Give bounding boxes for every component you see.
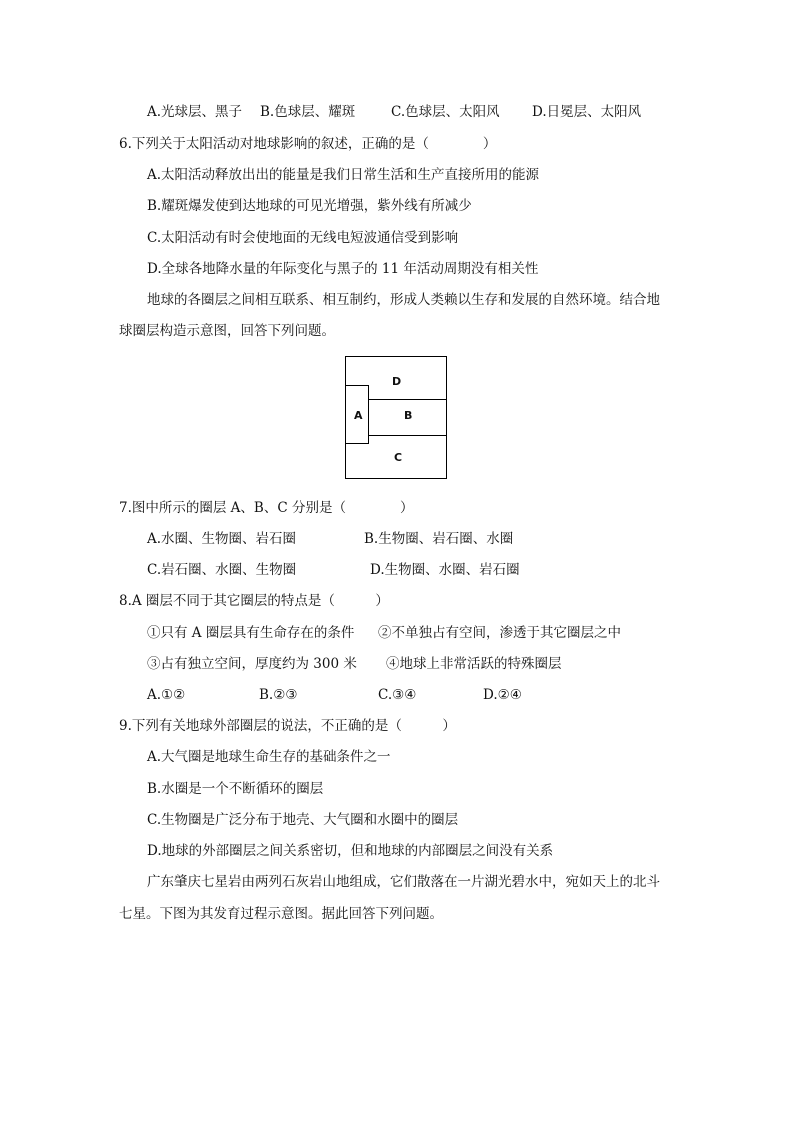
q5-option-b: B.色球层、耀斑 bbox=[260, 104, 356, 120]
q6-option-c: C.太阳活动有时会使地面的无线电短波通信受到影响 bbox=[147, 230, 459, 246]
label-d: D bbox=[392, 375, 402, 388]
q7-stem: 7.图中所示的圈层 A、B、C 分别是（ ） bbox=[119, 500, 414, 516]
q8-statement-3: ③占有独立空间，厚度约为 300 米 bbox=[147, 656, 357, 672]
q6-option-d: D.全球各地降水量的年际变化与黑子的 11 年活动周期没有相关性 bbox=[147, 261, 539, 277]
passage2-line1: 广东肇庆七星岩由两列石灰岩山地组成，它们散落在一片湖光碧水中，宛如天上的北斗 bbox=[147, 874, 660, 890]
q9-option-d: D.地球的外部圈层之间关系密切，但和地球的内部圈层之间没有关系 bbox=[147, 843, 554, 859]
label-a: A bbox=[354, 409, 363, 422]
q8-statement-4: ④地球上非常活跃的特殊圈层 bbox=[386, 656, 562, 672]
q9-option-c: C.生物圈是广泛分布于地壳、大气圈和水圈中的圈层 bbox=[147, 812, 459, 828]
q5-option-a: A.光球层、黑子 bbox=[147, 104, 243, 120]
q7-option-c: C.岩石圈、水圈、生物圈 bbox=[147, 562, 297, 578]
q6-stem: 6.下列关于太阳活动对地球影响的叙述，正确的是（ ） bbox=[119, 136, 497, 152]
q9-stem: 9.下列有关地球外部圈层的说法，不正确的是（ ） bbox=[119, 718, 456, 734]
q6-option-b: B.耀斑爆发使到达地球的可见光增强，紫外线有所减少 bbox=[147, 198, 472, 214]
q7-option-d: D.生物圈、水圈、岩石圈 bbox=[370, 562, 520, 578]
q8-option-c: C.③④ bbox=[378, 687, 417, 703]
passage1-line2: 球圈层构造示意图，回答下列问题。 bbox=[119, 323, 335, 339]
q8-stem: 8.A 圈层不同于其它圈层的特点是（ ） bbox=[119, 593, 389, 609]
q5-option-c: C.色球层、太阳风 bbox=[391, 104, 500, 120]
passage2-line2: 七星。下图为其发育过程示意图。据此回答下列问题。 bbox=[119, 906, 443, 922]
q9-option-a: A.大气圈是地球生命生存的基础条件之一 bbox=[147, 749, 391, 765]
label-b: B bbox=[404, 409, 413, 422]
q9-option-b: B.水圈是一个不断循环的圈层 bbox=[147, 781, 324, 797]
q8-statement-2: ②不单独占有空间，渗透于其它圈层之中 bbox=[378, 625, 621, 641]
q7-option-b: B.生物圈、岩石圈、水圈 bbox=[364, 531, 514, 547]
q7-option-a: A.水圈、生物圈、岩石圈 bbox=[147, 531, 297, 547]
q8-option-d: D.②④ bbox=[483, 687, 522, 703]
q5-option-d: D.日冕层、太阳风 bbox=[532, 104, 642, 120]
label-c: C bbox=[394, 451, 403, 464]
q8-option-b: B.②③ bbox=[259, 687, 298, 703]
earth-sphere-diagram bbox=[345, 356, 447, 479]
q8-option-a: A.①② bbox=[147, 687, 186, 703]
q6-option-a: A.太阳活动释放出出的能量是我们日常生活和生产直接所用的能源 bbox=[147, 167, 540, 183]
passage1-line1: 地球的各圈层之间相互联系、相互制约，形成人类赖以生存和发展的自然环境。结合地 bbox=[147, 292, 660, 308]
q8-statement-1: ①只有 A 圈层具有生命存在的条件 bbox=[147, 625, 355, 641]
